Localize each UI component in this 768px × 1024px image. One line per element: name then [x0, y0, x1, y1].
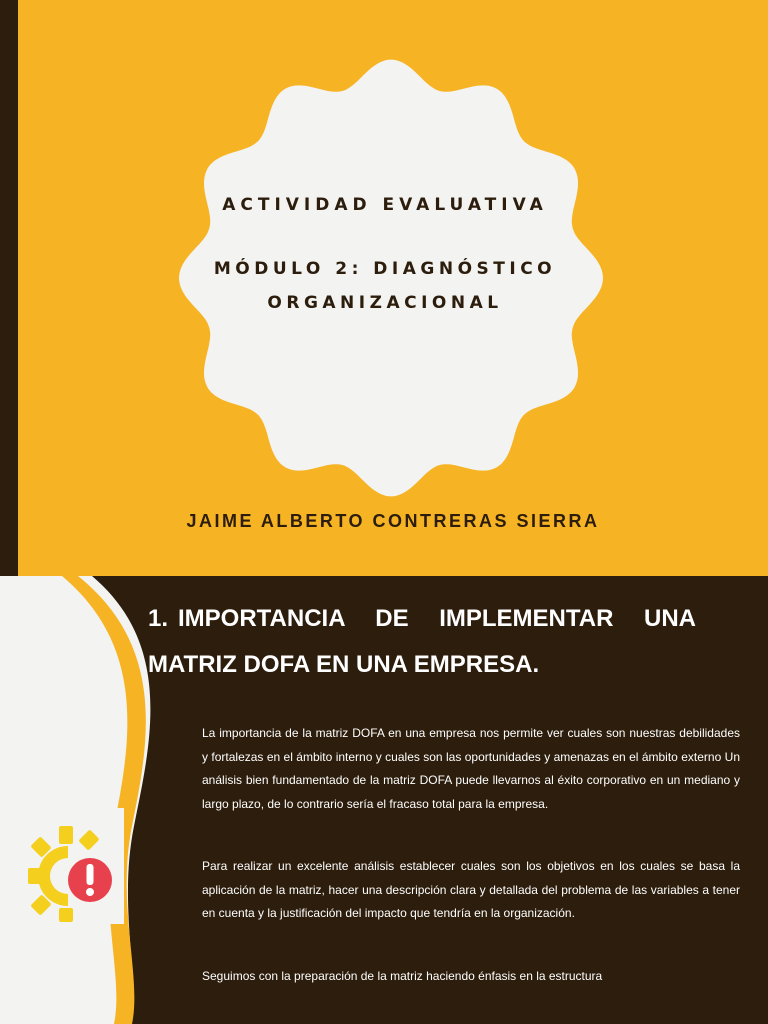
section-heading [148, 596, 696, 688]
section-number: 1. [148, 605, 169, 632]
title-line-1: ACTIVIDAD EVALUATIVA [222, 195, 548, 215]
author-name: JAIME ALBERTO CONTRERAS SIERRA [186, 511, 600, 531]
icon-card [12, 808, 124, 924]
title-line-2: MÓDULO 2: DIAGNÓSTICO ORGANIZACIONAL [213, 259, 557, 313]
content-slide [0, 576, 768, 1024]
cover-title [160, 188, 610, 320]
section-title: IMPORTANCIA DE IMPLEMENTAR UNA MATRIZ DOFA EN UNA EMPRESA. [148, 605, 696, 678]
gear-warning-icon [12, 808, 124, 924]
section-body [202, 722, 740, 1024]
paragraph-1: La importancia de la matriz DOFA en una empresa nos permite ver cuales son nuestras debilidades y fortalezas en el ámbito interno y cuales son las oportunidades y amenazas en el ámbito externo Un análisis bien fundamentado de la matriz DOFA puede llevarnos al éxito corporativo en un mediano y largo plazo, de lo contrario sería el fracaso total para la empresa. [202, 726, 740, 811]
paragraph-3: Seguimos con la preparación de la matriz haciendo énfasis en la estructura [202, 968, 603, 983]
paragraph-2: Para realizar un excelente análisis establecer cuales son los objetivos en los cuales se basa la aplicación de la matriz, hacer una descripción clara y detallada del problema de las variables a tener en cuenta y la justificación del impacto que tendría en la organización. [202, 859, 740, 920]
